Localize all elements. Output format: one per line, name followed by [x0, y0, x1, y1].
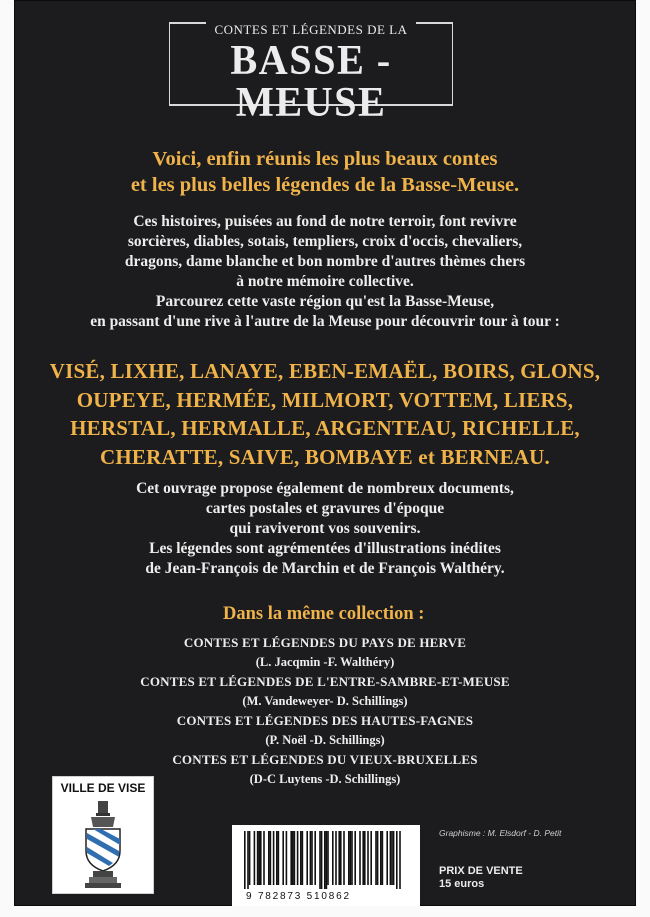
barcode-bar [340, 831, 342, 885]
collection-title: CONTES ET LÉGENDES DE L'ENTRE-SAMBRE-ET-MEUSE [140, 674, 510, 689]
barcode-bar [324, 831, 326, 889]
barcode-bar [370, 831, 372, 885]
barcode-bar [348, 831, 350, 885]
paragraph-line: Cet ouvrage propose également de nombreux documents, [136, 480, 514, 497]
barcode-bar [377, 831, 379, 885]
series-title: CONTES ET LÉGENDES DE LA [206, 22, 415, 37]
paragraph-line: cartes postales et gravures d'époque [205, 500, 445, 517]
price-label: PRIX DE VENTE [439, 865, 523, 877]
barcode-bar [306, 831, 308, 885]
collection-authors: (L. Jacqmin -F. Walthéry) [255, 654, 395, 669]
barcode-bar [244, 831, 246, 889]
main-title: BASSE - MEUSE [230, 38, 392, 126]
isbn-number: 9 782873 510862 [246, 891, 351, 902]
collection-title: CONTES ET LÉGENDES DES HAUTES-FAGNES [176, 713, 474, 728]
barcode-bar [327, 831, 329, 885]
barcode-bar [380, 831, 382, 885]
barcode-bar [326, 831, 328, 889]
barcode-bar [351, 831, 353, 885]
barcode-bar [286, 831, 288, 885]
towns-list [0, 357, 650, 471]
barcode-bar [263, 831, 265, 885]
content-paragraph [0, 479, 650, 579]
barcode-bar [390, 831, 392, 885]
barcode-bar [270, 831, 272, 885]
price-value: 15 euros [439, 878, 485, 890]
collection-title: CONTES ET LÉGENDES DU VIEUX-BRUXELLES [172, 752, 478, 767]
barcode-bar [314, 831, 316, 885]
barcode-bar [268, 831, 270, 885]
paragraph-line: Parcourez cette vaste région qu'est la Basse-Meuse, [155, 293, 495, 310]
barcode-bar [302, 831, 304, 885]
barcode-bar [386, 831, 388, 885]
barcode-bar [382, 831, 384, 885]
barcode-bars [232, 825, 420, 889]
graphic-credits: Graphisme : M. Elsdorf - D. Petit [439, 828, 562, 838]
description-paragraph [0, 212, 650, 332]
barcode-bar [297, 831, 299, 885]
barcode-bar [343, 831, 345, 885]
paragraph-line: en passant d'une rive à l'autre de la Meuse pour découvrir tour à tour : [90, 313, 560, 330]
barcode-bar [359, 831, 361, 885]
barcode-bar [300, 831, 302, 885]
barcode-bar [254, 831, 256, 885]
sponsor-logo [52, 776, 154, 894]
coat-of-arms-icon [81, 799, 125, 889]
paragraph-line: à notre mémoire collective. [236, 273, 414, 290]
barcode-bar [257, 831, 259, 885]
paragraph-line: Les légendes sont agrémentées d'illustrations inédites [149, 540, 501, 557]
barcode-bar [367, 831, 369, 885]
towns-line: OUPEYE, HERMÉE, MILMORT, VOTTEM, LIERS, [76, 387, 574, 412]
barcode-bar [260, 831, 262, 885]
price-block [439, 865, 523, 891]
collection-heading: Dans la même collection : [223, 604, 425, 624]
barcode-bar [273, 831, 275, 885]
barcode-bar [362, 831, 364, 885]
title-frame [169, 22, 453, 126]
barcode-bar [249, 831, 251, 885]
barcode-bar [258, 831, 260, 885]
towns-line: HERSTAL, HERMALLE, ARGENTEAU, RICHELLE, [70, 416, 580, 440]
barcode [232, 825, 420, 906]
barcode-bar [396, 831, 398, 889]
paragraph-line: Ces histoires, puisées au fond de notre terroir, font revivre [133, 213, 517, 230]
barcode-bar [332, 831, 334, 885]
towns-line: CHERATTE, SAIVE, BOMBAYE et BERNEAU. [99, 444, 550, 469]
paragraph-line: de Jean-François de Marchin et de François Walthéry. [145, 560, 505, 577]
barcode-bar [310, 831, 312, 885]
barcode-bar [290, 831, 292, 885]
barcode-bar [350, 831, 352, 885]
intro-line: et les plus belles légendes de la Basse-Meuse. [130, 174, 520, 196]
paragraph-line: dragons, dame blanche et bon nombre d'autres thèmes chers [124, 253, 526, 270]
barcode-bar [338, 831, 340, 885]
paragraph-line: qui raviveront vos souvenirs. [229, 520, 421, 537]
barcode-bar [399, 831, 401, 889]
collection-title: CONTES ET LÉGENDES DU PAYS DE HERVE [183, 635, 467, 650]
collection-authors: (D-C Luytens -D. Schillings) [249, 771, 401, 786]
barcode-bar [292, 831, 294, 885]
barcode-bar [364, 831, 366, 885]
sponsor-label: VILLE DE VISE [60, 781, 146, 795]
barcode-bar [391, 831, 393, 885]
barcode-bar [311, 831, 313, 885]
collection-authors: (P. Noël -D. Schillings) [265, 732, 385, 747]
collection-authors: (M. Vandeweyer- D. Schillings) [242, 693, 408, 708]
barcode-bar [321, 831, 323, 889]
barcode-bar [319, 831, 321, 889]
towns-line: VISÉ, LIXHE, LANAYE, EBEN-EMAËL, BOIRS, GLONS, [49, 359, 601, 383]
intro-line: Voici, enfin réunis les plus beaux contes [152, 148, 498, 170]
barcode-bar [375, 831, 377, 885]
intro-text [0, 146, 650, 198]
barcode-bar [393, 831, 395, 885]
barcode-bar [278, 831, 280, 885]
collection-list [0, 633, 650, 789]
barcode-bar [294, 831, 296, 885]
barcode-bar [335, 831, 337, 885]
paragraph-line: sorcières, diables, sotais, templiers, croix d'occis, chevaliers, [127, 233, 523, 250]
barcode-bar [247, 831, 249, 889]
barcode-bar [282, 831, 284, 885]
barcode-bar [354, 831, 356, 885]
barcode-bar [276, 831, 278, 885]
